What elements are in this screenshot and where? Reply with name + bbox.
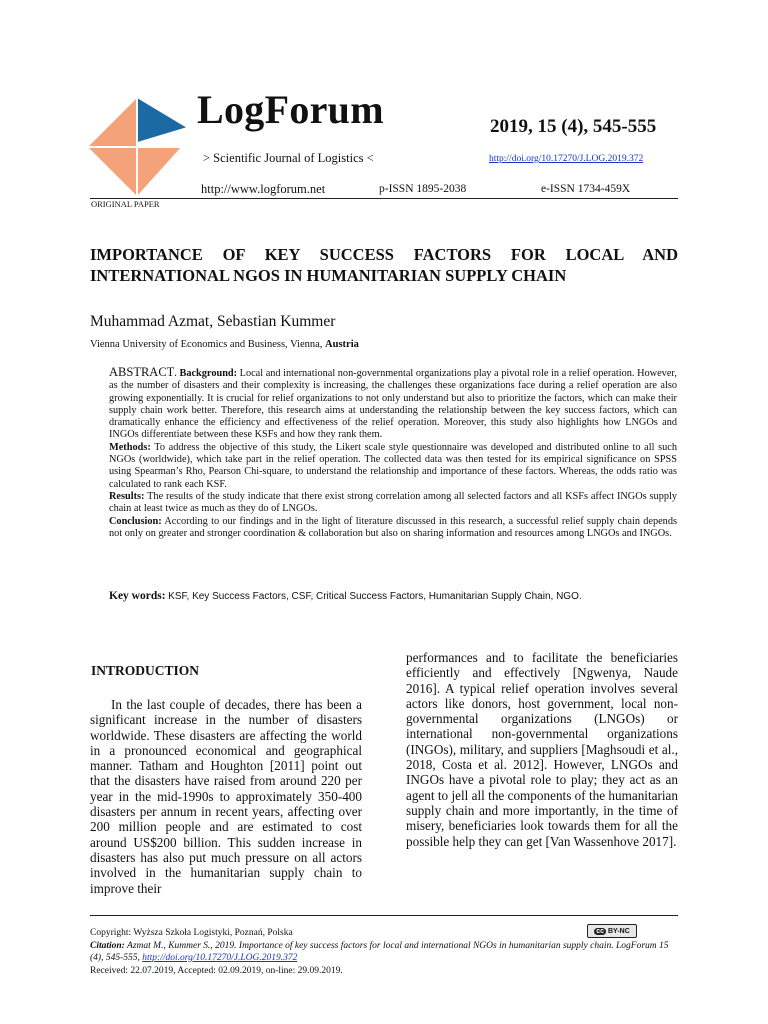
affiliation-country: Austria	[325, 339, 359, 350]
e-issn: e-ISSN 1734-459X	[541, 183, 631, 195]
body-column-left	[90, 697, 362, 896]
conclusion-label: Conclusion:	[109, 515, 162, 527]
logforum-logo	[88, 98, 186, 196]
cc-icon: cc	[596, 927, 604, 935]
abstract-background: ABSTRACT. Background: Local and international non-governmental organizations play a pivotal role in a relief operation. However, as the number of disasters and their complexity is increasing, the challenges these organizations face during a relief operation are also growing exponentially. It is crucial for relief organizations to not only understand but also to prioritize the factors, which can make their supply chain work better. Therefore, this research aims at understanding the relationship between the key success factors, which can dramatically enhance the efficiency and effectiveness of the relief operation. Moreover, this study also highlights how LNGOs and INGOs differentiate between these KSFs and how they rank them.	[109, 365, 677, 441]
keywords-text: KSF, Key Success Factors, CSF, Critical Success Factors, Humanitarian Supply Chain, NGO.	[168, 591, 582, 602]
affiliation-text: Vienna University of Economics and Business, Vienna,	[90, 339, 326, 350]
license-text: BY-NC	[608, 927, 630, 935]
journal-tagline: > Scientific Journal of Logistics <	[203, 151, 374, 165]
body-paragraph: performances and to facilitate the beneficiaries efficiently and effectively [Ngwenya, Naude 2016]. A typical relief operation involves several actors like donors, host government, local non-governmental organizations (LNGOs) or international non-governmental organizations (INGOs), military, and suppliers [Maghsoudi et al., 2018, Costa et al. 2012]. However, LNGOs and INGOs have a pivotal role to play; they act as an agent to jell all the components of the humanitarian supply chain and more importantly, in the time of misery, beneficiaries look towards them for all the possible help they can get [Van Wassenhove 2017].	[406, 650, 678, 849]
abstract-results	[109, 491, 677, 516]
section-heading: INTRODUCTION	[91, 663, 200, 678]
keywords	[109, 590, 677, 602]
body-paragraph: In the last couple of decades, there has been a significant increase in the number of disasters worldwide. These disasters are affecting the world in a pronounced economical and geographical manner. Tatham and Houghton [2011] point out that the disasters have raised from around 220 per year in the mid-1990s to approximately 350-400 disasters per annum in recent years, affecting over 200 million people and are estimated to cost around US$200 billion. This sudden increase in disasters has also put much pressure on all actors involved in the humanitarian supply chain to improve their	[90, 697, 362, 896]
title-line-1: IMPORTANCE OF KEY SUCCESS FACTORS FOR LOCAL AND	[90, 245, 678, 264]
results-text: The results of the study indicate that there exist strong correlation among all selected factors and all KSFs affect INGOs supply chain at least twice as much as they do of LNGOs.	[109, 490, 677, 515]
logo-blue-triangle	[137, 98, 186, 142]
doi-link[interactable]: http://doi.org/10.17270/J.LOG.2019.372	[489, 154, 644, 164]
paper-type: ORIGINAL PAPER	[91, 199, 160, 209]
methods-text: To address the objective of this study, the Likert scale style questionnaire was developed and distributed online to all such NGOs (worldwide), which take part in the relief operation. The collected data was then tested for its empirical significance on SPSS using Spearman’s Rho, Pearson Chi-square, to understand the relationship and importance of these factors. Whereas, the odds ratio was calculated to rank each KSF.	[109, 441, 677, 490]
copyright: Copyright: Wyższa Szkoła Logistyki, Poznań, Polska	[90, 928, 293, 938]
abstract-methods	[109, 442, 677, 491]
journal-name: LogForum	[197, 87, 384, 132]
affiliation	[90, 339, 359, 350]
citation-label: Citation:	[90, 941, 125, 951]
logo-bottom-triangle	[137, 147, 181, 196]
received-dates: Received: 22.07.2019, Accepted: 02.09.2019, on-line: 29.09.2019.	[90, 966, 343, 976]
article-title	[90, 244, 678, 286]
conclusion-text: According to our findings and in the light of literature discussed in this research, a successful relief supply chain depends not only on greater and stronger coordination & collaboration but also on sharing information and resources among LNGOs and INGOs.	[109, 515, 677, 539]
title-line-2: INTERNATIONAL NGOS IN HUMANITARIAN SUPPLY CHAIN	[90, 266, 567, 285]
background-label: Background:	[179, 368, 238, 379]
volume-info: 2019, 15 (4), 545-555	[490, 116, 657, 137]
results-label: Results:	[109, 490, 145, 502]
citation-doi-link[interactable]: http://doi.org/10.17270/J.LOG.2019.372	[142, 952, 298, 963]
p-issn: p-ISSN 1895-2038	[379, 183, 467, 195]
citation-text: Azmat M., Kummer S., 2019. Importance of key success factors for local and international NGOs in humanitarian supply chain. LogForum 15 (4), 545-555,	[90, 941, 669, 963]
citation	[90, 941, 682, 964]
header-divider	[90, 198, 678, 199]
authors: Muhammad Azmat, Sebastian Kummer	[90, 313, 336, 330]
body-column-right	[406, 650, 678, 849]
keywords-label: Key words:	[109, 590, 166, 602]
methods-label: Methods:	[109, 441, 151, 453]
abstract-label: ABSTRACT	[109, 365, 175, 379]
background-text: Local and international non-governmental organizations play a pivotal role in a relief operation. However, as the number of disasters and their complexity is increasing, the challenges these organizations face during a relief operation are also growing exponentially. It is crucial for relief organizations to not only understand but also to prioritize the factors, which can make their supply chain work better. Therefore, this research aims at understanding the relationship between the key success factors, which can dramatically enhance the efficiency and effectiveness of the relief operation. Moreover, this study also highlights how LNGOs and INGOs differentiate between these KSFs and how they rank them.	[109, 368, 677, 441]
abstract-conclusion	[109, 516, 677, 541]
footer-divider	[90, 915, 678, 916]
cc-license-badge[interactable]	[587, 924, 637, 938]
abstract	[109, 366, 677, 540]
website-link[interactable]: http://www.logforum.net	[201, 182, 326, 196]
